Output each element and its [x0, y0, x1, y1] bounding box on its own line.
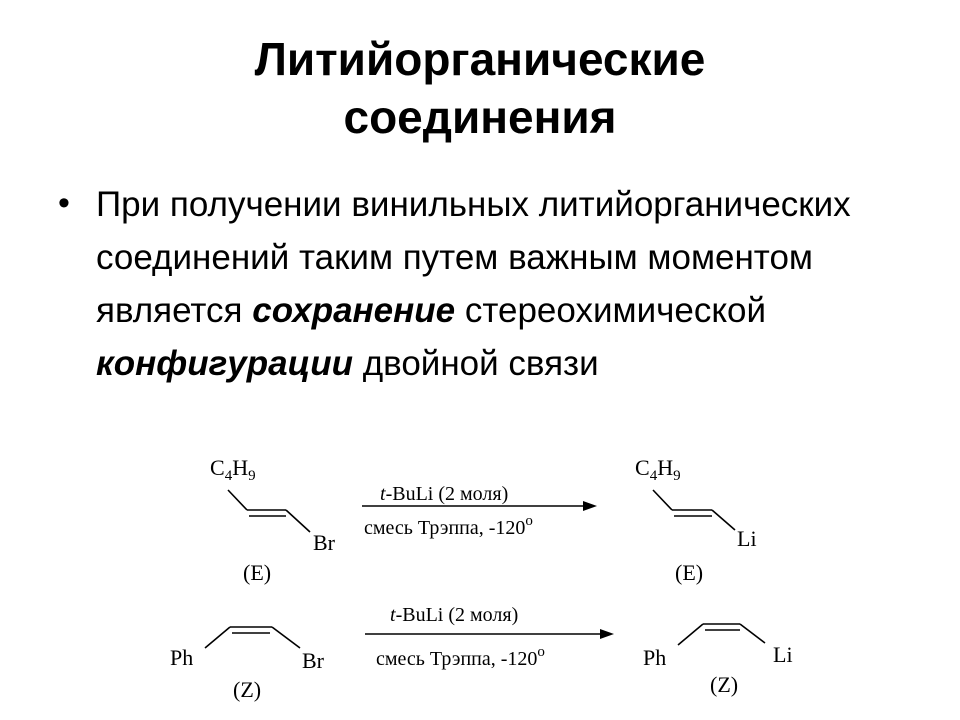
reactant-1-halogen: Br — [313, 530, 335, 555]
bullet-text — [96, 178, 886, 390]
product-2-metal: Li — [773, 642, 793, 667]
product-2-substituent: Ph — [643, 645, 667, 670]
reactant-1-skeleton — [228, 490, 310, 532]
reactant-2-isomer-label: (Z) — [233, 677, 262, 702]
reaction-2 — [170, 604, 793, 702]
reaction-1-reagent: t-BuLi (2 моля) — [380, 483, 509, 505]
reactant-2-substituent: Ph — [170, 645, 194, 670]
bullet-item — [58, 178, 928, 390]
bullet-marker: • — [58, 184, 70, 222]
bullet-text-part-2: стереохимической — [455, 291, 767, 330]
product-1-skeleton — [653, 490, 735, 530]
reactant-1-isomer-label: (E) — [243, 560, 272, 585]
bullet-text-part-3: двойной связи — [352, 344, 599, 383]
reactant-2-skeleton — [205, 627, 300, 648]
slide-title — [0, 30, 960, 146]
bullet-emphasis-preservation: сохранение — [252, 291, 456, 330]
reaction-2-arrow — [365, 629, 614, 639]
title-line-2: соединения — [343, 91, 617, 143]
bullet-text-part-1: При получении винильных литийорганических соединений таким путем важным моментом является — [96, 185, 851, 330]
reaction-2-conditions: смесь Трэппа, $-120^о$ — [376, 644, 545, 670]
product-1-isomer-label: (E) — [675, 560, 704, 585]
title-line-1: Литийорганические — [254, 33, 706, 85]
product-2-isomer-label: (Z) — [710, 672, 739, 697]
reaction-1 — [210, 455, 757, 585]
bullet-emphasis-configuration: конфигурации — [96, 344, 353, 383]
product-1-substituent: $C_4H_9$ — [635, 455, 681, 484]
reactant-1-substituent: $C_4H_9$ — [210, 455, 256, 484]
reaction-scheme — [150, 440, 830, 715]
reaction-1-conditions: смесь Трэппа, $-120^о$ — [364, 513, 533, 539]
reactant-2-halogen: Br — [302, 648, 324, 673]
product-1-metal: Li — [737, 526, 757, 551]
product-2-skeleton — [678, 624, 765, 645]
reaction-2-reagent: t-BuLi (2 моля) — [390, 604, 519, 626]
